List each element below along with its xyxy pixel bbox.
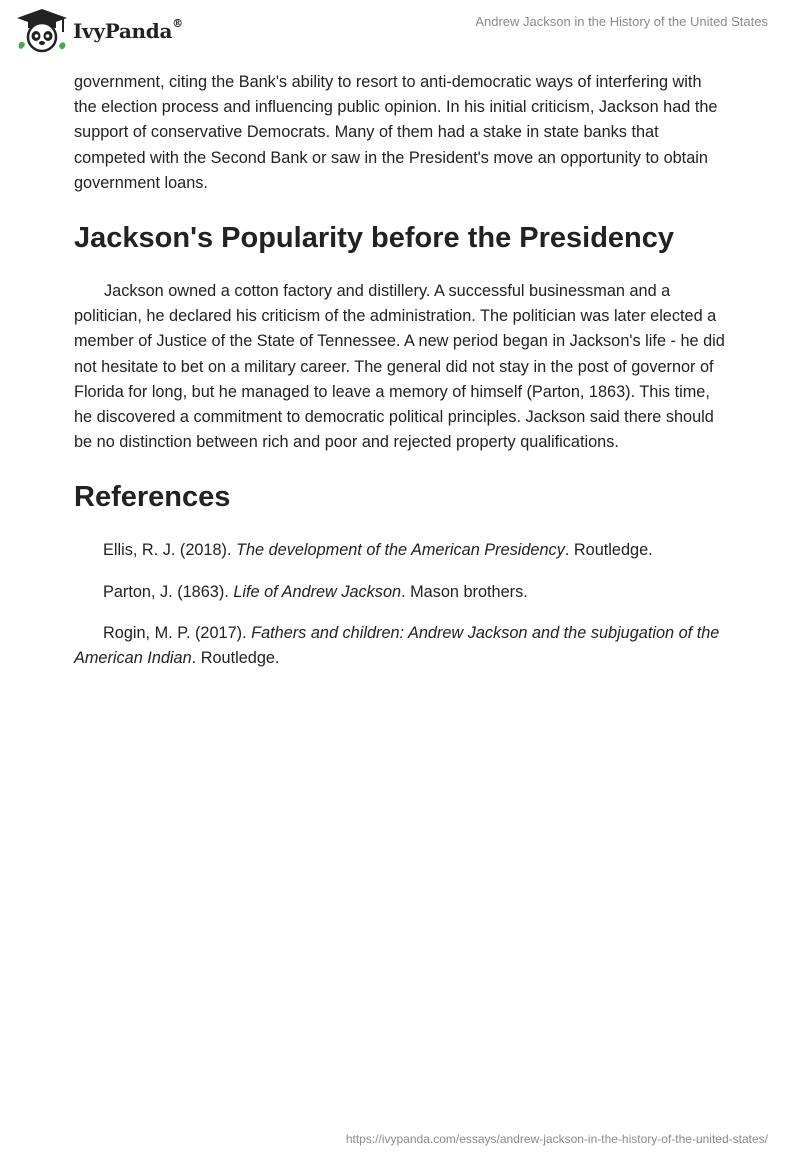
reference-title: The development of the American Presidency	[236, 541, 565, 560]
reference-title: Fathers and children: Andrew Jackson and the subjugation of the American Indian	[74, 623, 720, 668]
page-header	[0, 0, 800, 62]
intro-paragraph: government, citing the Bank's ability to resort to anti-democratic ways of interfering with the election process and influencing public opinion. In his initial criticism, Jackson had the support of conservative Democrats. Many of them had a stake in state banks that competed with the Second Bank or saw in the President's move an opportunity to obtain government loans.	[74, 73, 718, 192]
ivypanda-logo[interactable]	[15, 8, 183, 54]
essay-content	[74, 70, 726, 687]
popularity-paragraph: Jackson owned a cotton factory and distillery. A successful businessman and a politician, he declared his criticism of the administration. The politician was later elected a member of Justice of the State of Tennessee. A new period began in Jackson's life - he did not hesitate to bet on a military career. The general did not stay in the post of governor of Florida for long, but he managed to leave a memory of himself (Parton, 1863). This time, he discovered a commitment to democratic political principles. Jackson said there should be no distinction between rich and poor and rejected property qualifications.	[74, 282, 725, 452]
panda-graduate-icon	[15, 8, 69, 54]
reference-title: Life of Andrew Jackson	[233, 582, 402, 601]
reference-item: Ellis, R. J. (2018). The development of the American Presidency. Routledge.	[103, 541, 653, 560]
registered-mark: ®	[172, 17, 183, 30]
document-title: Andrew Jackson in the History of the United States	[475, 14, 768, 29]
references-heading: References	[74, 481, 231, 514]
references-list	[74, 538, 726, 671]
brand-name: IvyPanda®	[73, 17, 183, 43]
source-url[interactable]: https://ivypanda.com/essays/andrew-jackson-in-the-history-of-the-united-states/	[345, 1132, 768, 1146]
section-heading-popularity: Jackson's Popularity before the Presidency	[74, 222, 675, 255]
reference-item: Parton, J. (1863). Life of Andrew Jackson. Mason brothers.	[103, 582, 528, 601]
reference-item: Rogin, M. P. (2017). Fathers and children: Andrew Jackson and the subjugation of the American Indian. Routledge.	[74, 623, 720, 668]
